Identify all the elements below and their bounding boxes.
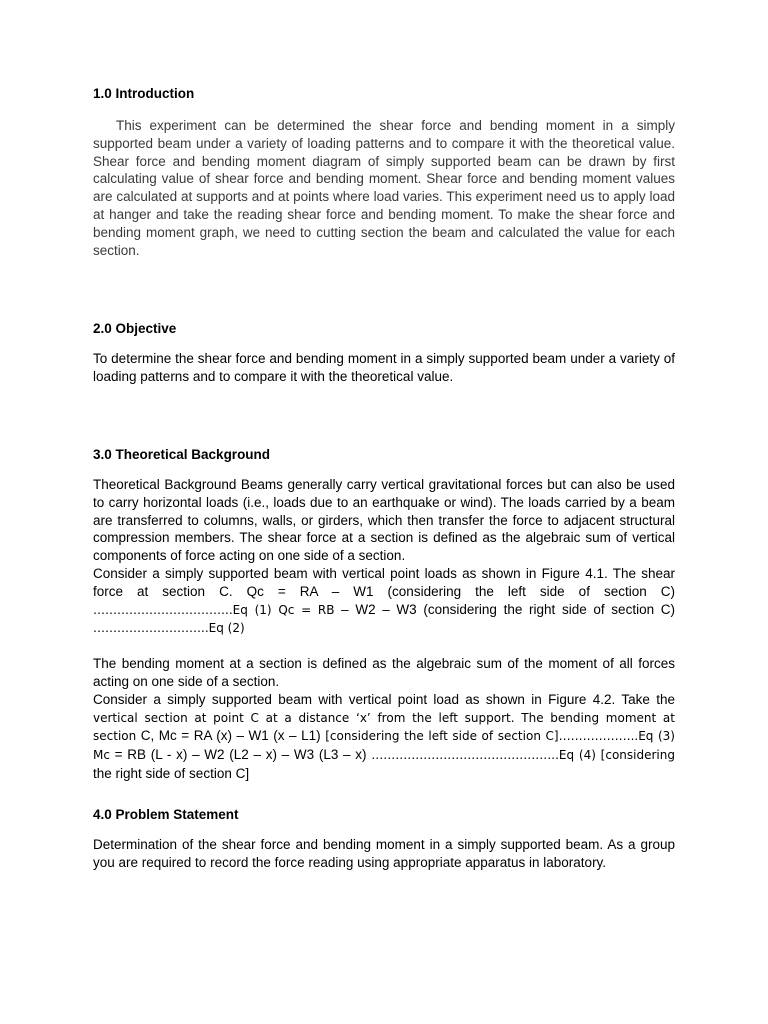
- bending-line-2: vertical section at point C at a distance ‘x’ from the left support. The bending moment at section: [93, 710, 675, 744]
- bending-paragraph: [93, 691, 675, 783]
- bending-line-3c: .Eq (3) Mc: [93, 729, 675, 763]
- introduction-body: This experiment can be determined the shear force and bending moment in a simply supported beam under a variety of loading patterns and to compare it with the theoretical value. Shear force and bending moment diagram of simply supported beam can be drawn by first calculating value of shear force and bending moment. Shear force and bending moment values are calculated at supports and at points where load varies. This experiment need us to apply load at hanger and take the reading shear force and bending moment. To make the shear force and bending moment graph, we need to cutting section the beam and calculated the value for each section.: [93, 118, 675, 258]
- objective-heading: 2.0 Objective: [93, 321, 177, 337]
- shear-eq-1: .Eq (1) Qc = RB: [228, 602, 335, 617]
- shear-eq-2: ..Eq (2): [201, 621, 245, 636]
- bending-definition: The bending moment at a section is defined as the algebraic sum of the moment of all forces acting on one side of a section.: [93, 656, 675, 689]
- document-page: [93, 84, 675, 871]
- theory-heading: 3.0 Theoretical Background: [93, 446, 271, 462]
- bending-line-3a: C, Mc = RA (x) – W1 (x – L1): [140, 728, 321, 744]
- theory-intro: Theoretical Background Beams generally carry vertical gravitational forces but can also be used to carry horizontal loads (i.e., loads due to an earthquake or wind). The loads carried by a beam are transferred to columns, walls, or girders, which then transfer the force to adjacent structural compression members. The shear force at a section is defined as the algebraic sum of vertical components of force acting on one side of a section.: [93, 476, 675, 564]
- shear-line-2: – W2 – W3 (considering the right side of section C): [334, 601, 676, 617]
- objective-body: To determine the shear force and bending moment in a simply supported beam under a variety of loading patterns and to compare it with the theoretical value.: [93, 351, 675, 385]
- bending-line-5: the right side of section C]: [93, 765, 250, 781]
- problem-statement-heading: 4.0 Problem Statement: [93, 806, 239, 822]
- bending-line-4b: ……………………………………….: [366, 748, 556, 763]
- bending-line-3b: [considering the left side of section C]……………….: [320, 729, 635, 744]
- problem-statement-body: Determination of the shear force and bending moment in a simply supported beam. As a group you are required to record the force reading using appropriate apparatus in laboratory.: [93, 836, 675, 870]
- shear-line-1: Consider a simply supported beam with vertical point loads as shown in Figure 4.1. The shear force at section C. Qc = RA – W1 (considering the left side of section C): [93, 565, 675, 599]
- shear-force-paragraph: [93, 565, 675, 638]
- bending-line-4a: = RB (L - x) – W2 (L2 – x) – W3 (L3 – x): [114, 747, 367, 763]
- introduction-heading: 1.0 Introduction: [93, 86, 195, 101]
- shear-dots-2: ………………………: [93, 621, 201, 636]
- shear-dots-1: …………………………….: [93, 602, 229, 617]
- bending-moment-section: [93, 655, 675, 783]
- theory-section: [93, 476, 675, 638]
- bending-line-1: Consider a simply supported beam with vertical point load as shown in Figure 4.2. Take the: [93, 691, 675, 707]
- bending-line-4c: .Eq (4) [considering: [555, 748, 675, 763]
